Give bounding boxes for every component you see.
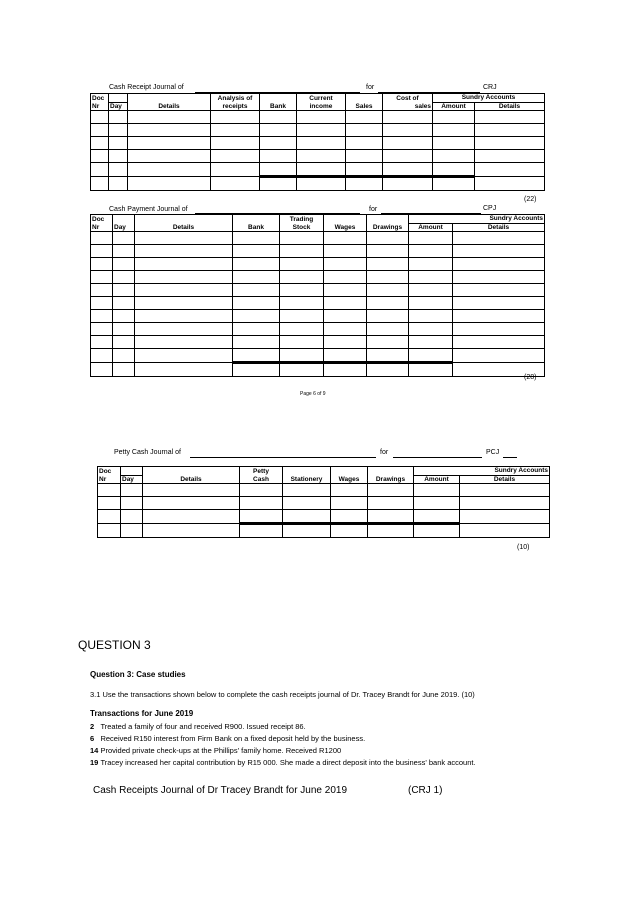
cpj-row: [91, 258, 545, 271]
transaction-day: 2: [90, 722, 95, 731]
pcj-totals-row: [98, 524, 550, 538]
question-instruction: 3.1 Use the transactions shown below to complete the cash receipts journal of Dr. Tracey Brandt for June 2019. (10): [90, 690, 475, 699]
crj-table: [90, 93, 545, 191]
crj-for-label: for: [366, 84, 375, 91]
transaction-item: [90, 746, 341, 755]
cpj-h-day: Day: [113, 223, 135, 232]
crj-row: [91, 150, 545, 163]
cpj-h-bank: Bank: [233, 223, 280, 232]
pcj-h-petty-b: Cash: [240, 475, 283, 484]
crj-h-sundry-details: Details: [475, 102, 545, 111]
cpj-h-trading-b: Stock: [280, 223, 324, 232]
transaction-day: 14: [90, 746, 99, 755]
cpj-table: [90, 214, 545, 377]
cpj-h-sundry: Sundry Accounts: [409, 215, 545, 224]
cpj-h-doc: Doc: [91, 215, 113, 224]
pcj-h-day: Day: [121, 475, 143, 484]
pcj-title-line: [190, 457, 376, 458]
cpj-code: CPJ: [483, 205, 497, 212]
transaction-text: Treated a family of four and received R900. Issued receipt 86.: [100, 722, 306, 731]
crj-h-cost-a: Cost of: [383, 94, 433, 103]
pcj-h-stationery: Stationery: [283, 475, 331, 484]
pcj-h-sundry-details: Details: [460, 475, 550, 484]
crj-row: [91, 111, 545, 124]
crj1-title: Cash Receipts Journal of Dr Tracey Brandt for June 2019: [93, 785, 348, 796]
transaction-day: 19: [90, 758, 99, 767]
transaction-text: Received R150 interest from Firm Bank on a fixed deposit held by the business.: [100, 734, 366, 743]
crj-h-nr: Nr: [91, 102, 109, 111]
crj-h-analysis-b: receipts: [211, 102, 260, 111]
crj-title: Cash Receipt Journal of: [109, 84, 184, 91]
crj-marks: (22): [524, 196, 537, 203]
pcj-table: [97, 466, 550, 538]
pcj-title: Petty Cash Journal of: [114, 449, 181, 456]
cpj-row: [91, 336, 545, 349]
transactions-title: Transactions for June 2019: [90, 709, 194, 718]
pcj-h-sundry: Sundry Accounts: [414, 467, 550, 476]
crj1-code: (CRJ 1): [408, 785, 443, 796]
pcj-h-doc: Doc: [98, 467, 121, 476]
pcj-h-details: Details: [143, 475, 240, 484]
cpj-h-amount: Amount: [409, 223, 453, 232]
cpj-h-nr: Nr: [91, 223, 113, 232]
crj-h-current-b: income: [297, 102, 346, 111]
page-number: Page 6 of 9: [300, 391, 326, 397]
cpj-h-drawings: Drawings: [367, 223, 409, 232]
crj-h-sundry: Sundry Accounts: [433, 94, 545, 103]
crj-h-day: Day: [109, 102, 128, 111]
transaction-text: Provided private check-ups at the Phillips' family home. Received R1200: [100, 746, 342, 755]
pcj-code: PCJ: [486, 449, 500, 456]
pcj-h-nr: Nr: [98, 475, 121, 484]
crj-h-sales: Sales: [346, 102, 383, 111]
pcj-h-drawings: Drawings: [368, 475, 414, 484]
question-heading: QUESTION 3: [78, 638, 151, 652]
crj-h-analysis-a: Analysis of: [211, 94, 260, 103]
transaction-day: 6: [90, 734, 95, 743]
crj-row: [91, 124, 545, 137]
pcj-row: [98, 484, 550, 497]
cpj-row: [91, 349, 545, 363]
crj-row: [91, 137, 545, 150]
crj-totals-row: [91, 177, 545, 191]
crj-h-details: Details: [128, 102, 211, 111]
pcj-row: [98, 497, 550, 510]
question-subheading: Question 3: Case studies: [90, 670, 186, 679]
pcj-h-amount: Amount: [414, 475, 460, 484]
cpj-row: [91, 232, 545, 245]
crj-h-doc: Doc: [91, 94, 109, 103]
transaction-item: [90, 758, 476, 767]
transaction-item: [90, 722, 306, 731]
pcj-for-line: [393, 457, 482, 458]
pcj-h-petty-a: Petty: [240, 467, 283, 476]
crj-h-amount: Amount: [433, 102, 475, 111]
pcj-code-line: [503, 457, 517, 458]
crj-code: CRJ: [483, 84, 497, 91]
transaction-item: [90, 734, 365, 743]
cpj-for-label: for: [369, 206, 378, 213]
pcj-row: [98, 510, 550, 524]
transaction-text: Tracey increased her capital contribution by R15 000. She made a direct deposit into the business' bank account.: [100, 758, 476, 767]
crj-h-bank: Bank: [260, 102, 297, 111]
pcj-h-wages: Wages: [331, 475, 368, 484]
cpj-row: [91, 323, 545, 336]
cpj-title: Cash Payment Journal of: [109, 206, 188, 213]
cpj-row: [91, 271, 545, 284]
crj-h-current-a: Current: [297, 94, 346, 103]
cpj-h-details: Details: [135, 223, 233, 232]
crj-h-cost-b: sales: [383, 102, 433, 111]
cpj-h-wages: Wages: [324, 223, 367, 232]
cpj-h-sundry-details: Details: [453, 223, 545, 232]
cpj-row: [91, 245, 545, 258]
cpj-row: [91, 310, 545, 323]
pcj-for-label: for: [380, 449, 389, 456]
cpj-row: [91, 297, 545, 310]
pcj-marks: (10): [517, 544, 530, 551]
cpj-row: [91, 284, 545, 297]
cpj-marks: (28): [524, 374, 537, 381]
crj-row: [91, 163, 545, 177]
cpj-h-trading-a: Trading: [280, 215, 324, 224]
cpj-totals-row: [91, 363, 545, 377]
